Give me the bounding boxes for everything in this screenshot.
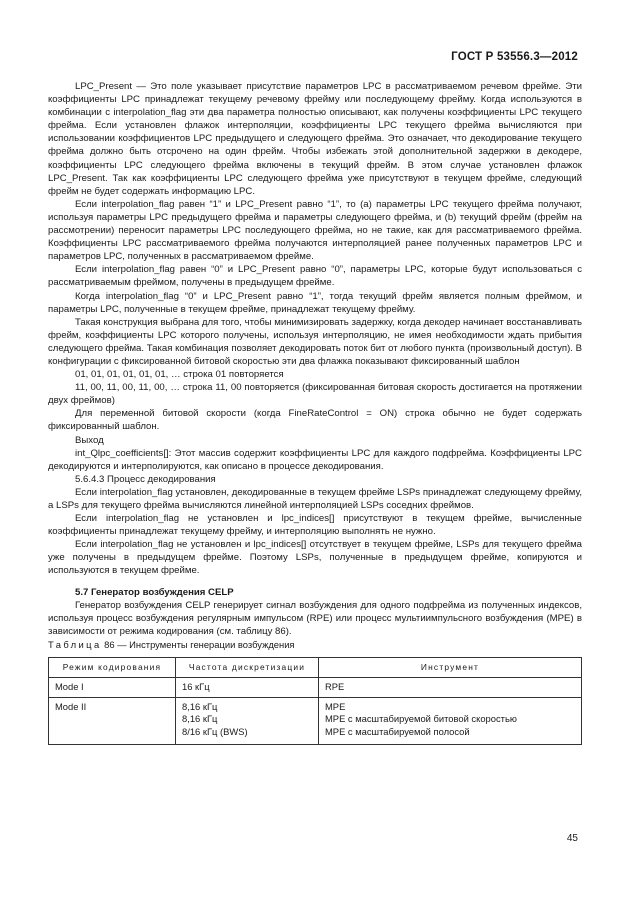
output-label: Выход — [75, 434, 104, 446]
paragraph-variable-bitrate: Для переменной битовой скорости (когда FineRateControl = ON) строка обычно не будет содержать фиксированный шаблон. — [48, 408, 582, 433]
rate-text: 16 кГц — [182, 681, 210, 693]
excitation-tools-table — [48, 657, 582, 745]
cell-rate — [176, 678, 319, 698]
pattern-11-00: 11, 00, 11, 00, 11, 00, … строка 11, 00 повторяется (фиксированная битовая скорость достигается на протяжении двух фреймов) — [48, 382, 582, 407]
rate-text: 8,16 кГц — [182, 713, 218, 725]
cell-tool — [319, 697, 582, 745]
table-header-row — [49, 658, 582, 678]
header-tool: Инструмент — [319, 658, 582, 678]
cell-mode — [49, 678, 176, 698]
cell-mode — [49, 697, 176, 745]
table-caption — [48, 638, 582, 651]
paragraph-decoding-1: Если interpolation_flag установлен, декодированные в текущем фрейме LSPs принадлежат следующему фрейму, а LSPs для текущего фрейма вычисляются линейной интерполяцией LSPs соседних фреймов. — [48, 486, 582, 511]
paragraph-design-rationale: Такая конструкция выбрана для того, чтобы минимизировать задержку, когда декодер начинает восстанавливать фрейм, коэффициенты LPC которого получены, используя интерполяцию, не имея необходимости ждать прибытия следующего фрейма. Такая комбинация позволяет декодировать поток бит от любого пункта (произвольный доступ). В конфигурации с фиксированной битовой скоростью эти два флажка показывают фиксированный шаблон — [48, 316, 582, 367]
tool-text: RPE — [325, 681, 345, 693]
standard-header: ГОСТ Р 53556.3—2012 — [451, 51, 578, 63]
page-content — [48, 80, 582, 745]
table-caption-title: 86 — Инструменты генерации возбуждения — [101, 638, 295, 650]
tool-text: MPE с масштабируемой полосой — [325, 725, 470, 737]
page-number: 45 — [566, 833, 578, 844]
paragraph-interp-0-lpc-0: Если interpolation_flag равен “0” и LPC_Present равно “0”, параметры LPC, которые будут использоваться с рассматриваемым фреймом, получены в предыдущем фрейме. — [48, 264, 582, 289]
paragraph-interp-1-lpc-1: Если interpolation_flag равен “1” и LPC_Present равно “1”, то (a) параметры LPC текущего фрейма получают, используя параметры LPC предыдущего фрейма и параметры следующего фрейма, и (b) текущий фрейм (фрейм на рассмотрении) переносит параметры LPC последующего фрейма, но не такие, как для рассматриваемого фрейма. Коэффициенты LPC рассматриваемого фрейма получаются интерполяцией ранее полученных параметров LPC и параметров LPC, полученных в рассматриваемом фрейме. — [48, 198, 582, 263]
tool-text: MPE — [325, 700, 346, 712]
paragraph-decoding-3: Если interpolation_flag не установлен и lpc_indices[] отсутствует в текущем фрейме, LSPs для текущего фрейма уже получены в предыдущем фрейме. Поэтому LSPs, полученные в предыдущем фрейме, копируются и используются в текущем фрейме. — [48, 539, 582, 577]
paragraph-interp-0-lpc-1: Когда interpolation_flag “0” и LPC_Present равно “1”, тогда текущий фрейм является полным фреймом, и параметры LPC, полученные в текущем фрейме, принадлежат текущему фрейму. — [48, 290, 582, 315]
table-row — [49, 697, 582, 745]
tool-text: MPE с масштабируемой битовой скоростью — [325, 713, 517, 725]
header-sampling-rate: Частота дискретизации — [176, 658, 319, 678]
paragraph-celp-generator: Генератор возбуждения CELP генерирует сигнал возбуждения для одного подфрейма из полученных индексов, используя процесс возбуждения регулярным импульсом (RPE) или процесс мультиимпульсного возбуждения (MPE) в зависимости от режима кодирования (см. таблицу 86). — [48, 599, 582, 637]
table-row — [49, 678, 582, 698]
paragraph-lpc-present: LPC_Present — Это поле указывает присутствие параметров LPC в рассматриваемом речевом фрейме. Эти коэффициенты LPC принадлежат текущему речевому фрейму или последующему фрейму. Когда используются в комбинации с interpolation_flag эти два параметра полностью описывают, как получены коэффициенты LPC текущего фрейма. Если установлен флажок интерполяции, коэффициенты LPC текущего фрейма вычисляются при использовании коэффициентов LPC предыдущего и следующего фрейма. Это означает, что декодирование текущего фрейма должно быть отсрочено на один фрейм. Чтобы избежать этой дополнительной задержки в декодере, коэффициенты LPC следующего фрейма включены в текущий фрейм. В этом случае установлен флажок LPC_Present. Так как коэффициенты LPC следующего фрейма уже присутствуют в текущем фрейме, следующий фрейм не будет содержать информацию LPC. — [48, 81, 582, 197]
paragraph-qlpc-coefficients: int_Qlpc_coefficients[]: Этот массив содержит коэффициенты LPC для каждого подфрейма. Коэффициенты LPC декодируются и интерполируются, как описано в процессе декодирования. — [48, 447, 582, 472]
subsection-heading-decoding: 5.6.4.3 Процесс декодирования — [75, 473, 216, 485]
section-heading-celp: 5.7 Генератор возбуждения CELP — [75, 586, 234, 598]
paragraph-decoding-2: Если interpolation_flag не установлен и lpc_indices[] присутствуют в текущем фрейме, вычисленные коэффициенты принадлежат текущему фрейму, и интерполяцию выполнять не нужно. — [48, 513, 582, 538]
cell-tool — [319, 678, 582, 698]
mode-text: Mode I — [55, 681, 84, 693]
rate-text: 8/16 кГц (BWS) — [182, 725, 248, 737]
table-caption-word: Таблица — [48, 638, 102, 650]
mode-text: Mode II — [55, 700, 87, 712]
pattern-01: 01, 01, 01, 01, 01, 01, … строка 01 повторяется — [75, 369, 284, 381]
cell-rate — [176, 697, 319, 745]
header-coding-mode: Режим кодирования — [49, 658, 176, 678]
rate-text: 8,16 кГц — [182, 700, 218, 712]
